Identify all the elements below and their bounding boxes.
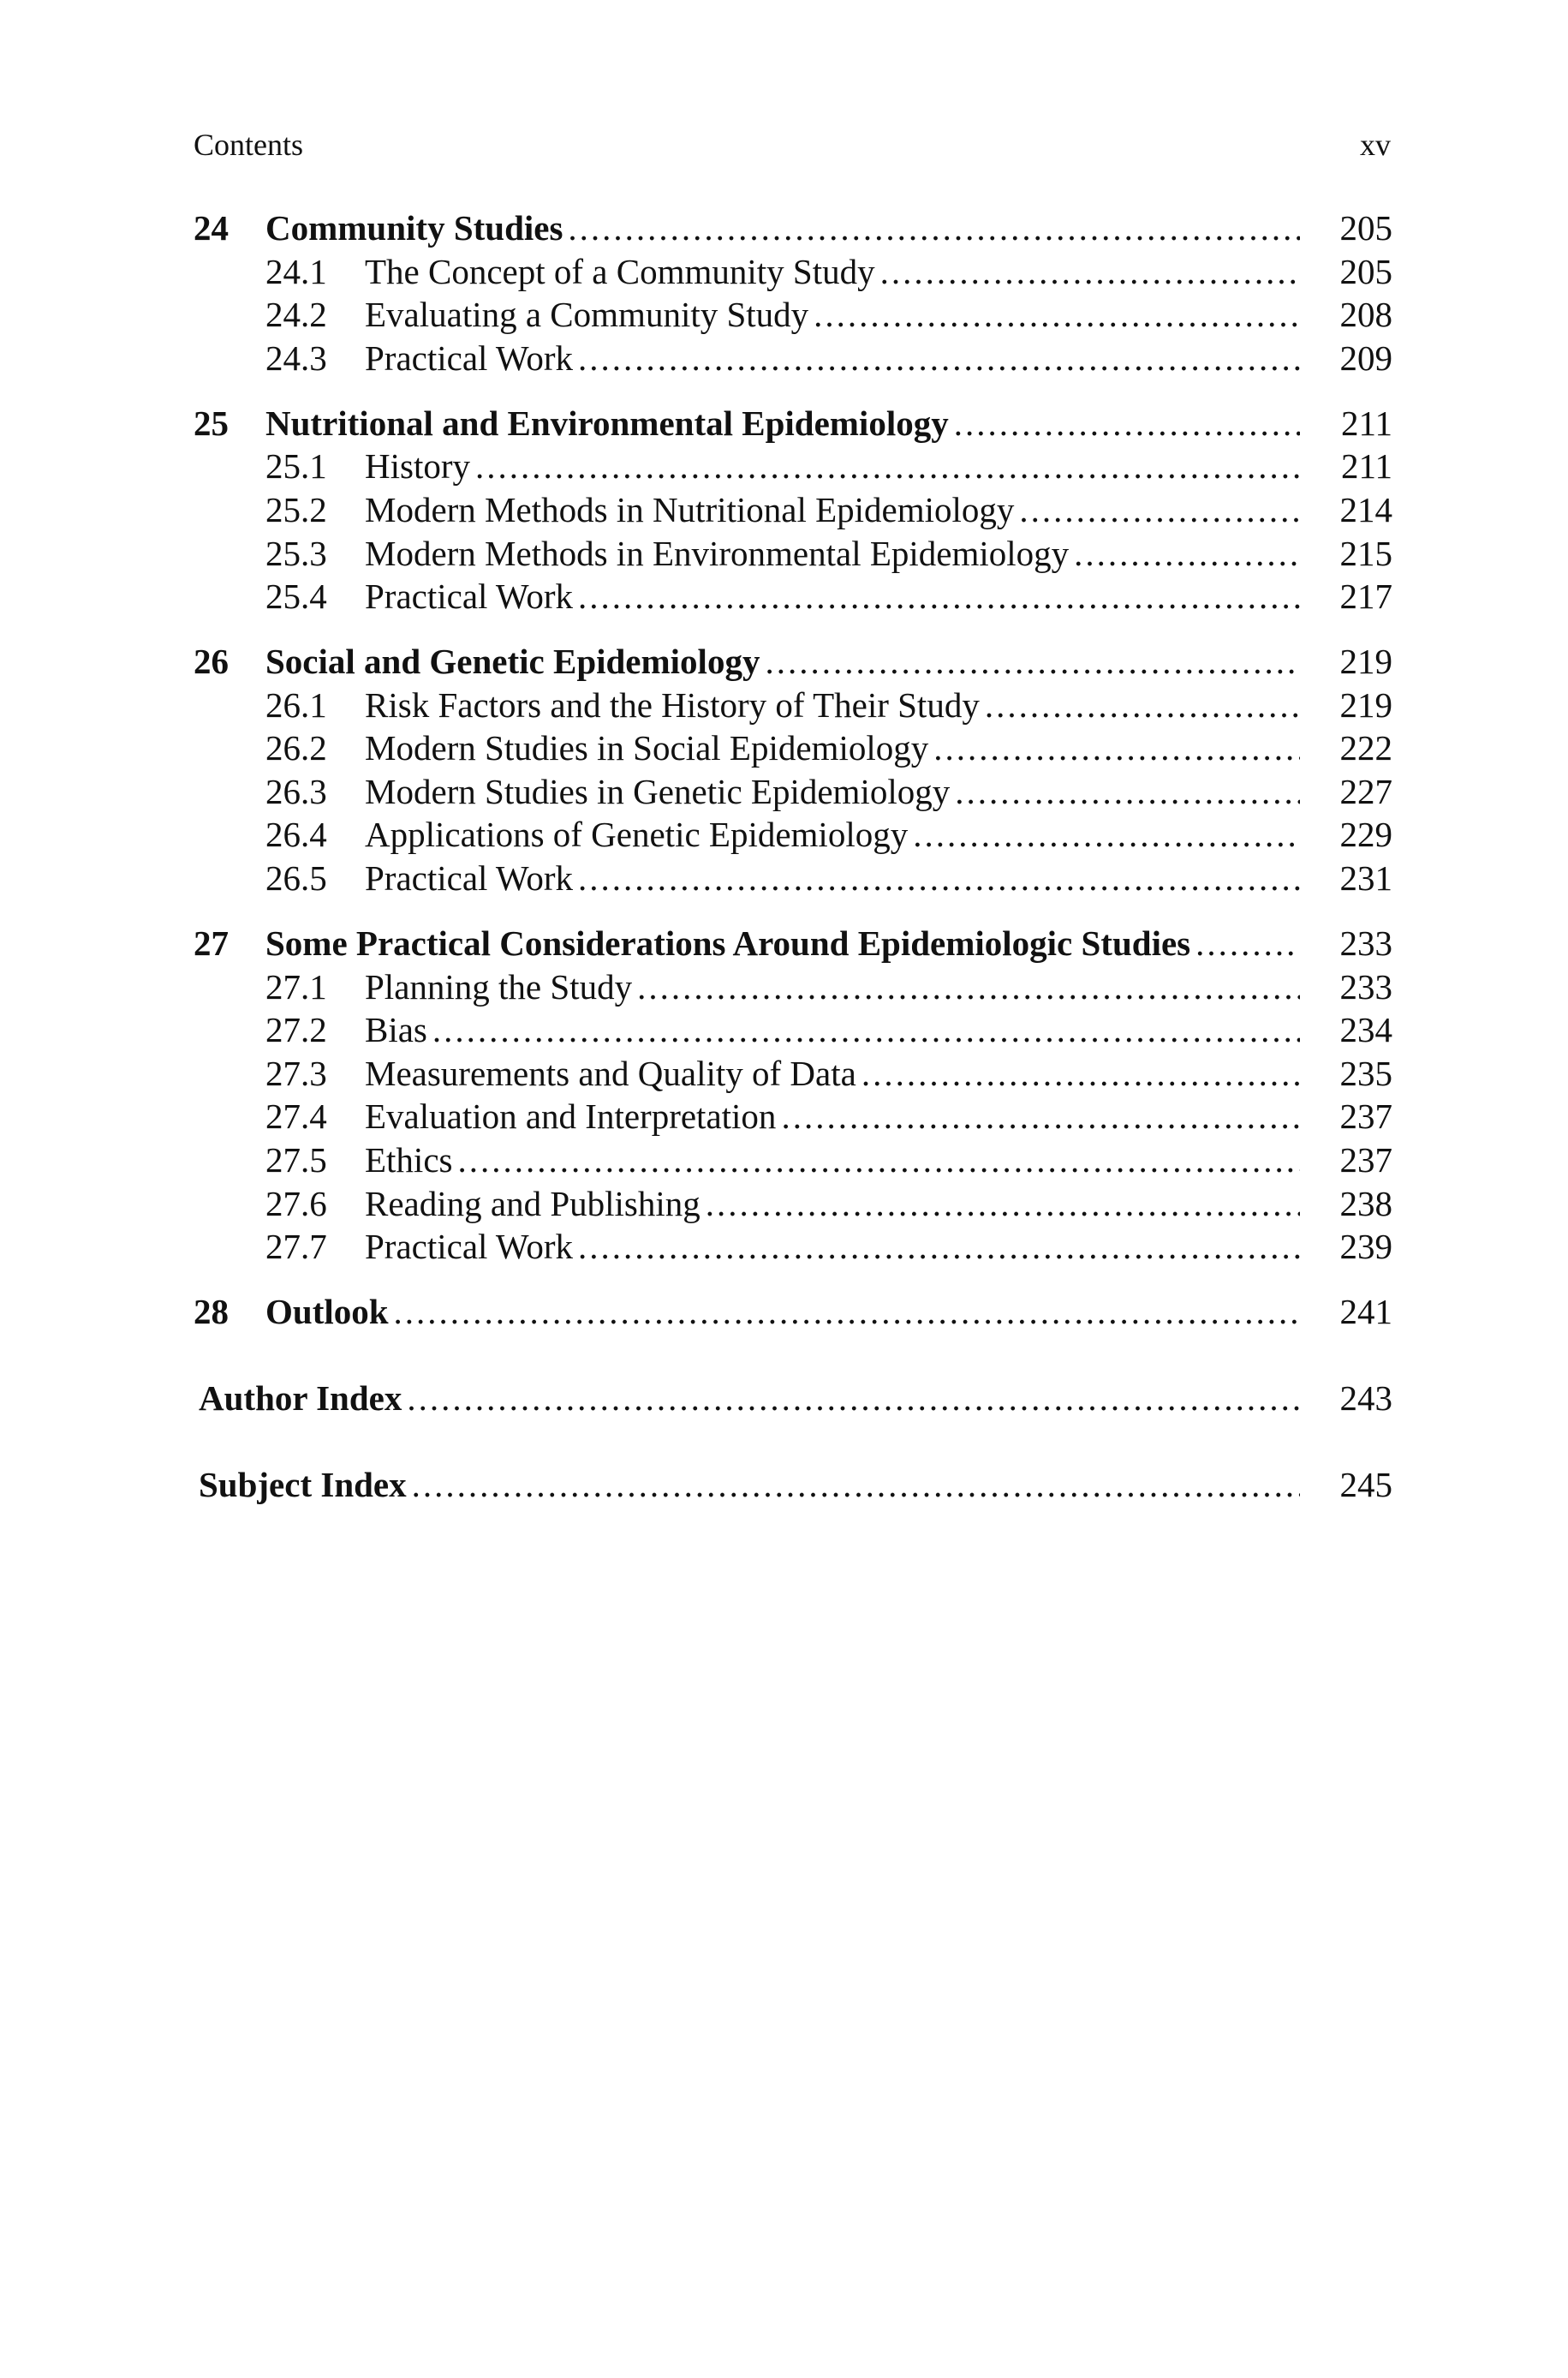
toc-entry-title: Measurements and Quality of Data [365, 1053, 856, 1093]
toc-entry-number: 26.5 [265, 858, 327, 898]
dot-leader [706, 1181, 1300, 1226]
toc-entry-number: 25.3 [265, 533, 327, 573]
toc-entry-title: Ethics [365, 1139, 453, 1180]
toc-entry-number: 27.3 [265, 1053, 327, 1093]
toc-entry-page-number: 219 [1339, 684, 1392, 725]
toc-entry-page-number: 233 [1339, 966, 1392, 1007]
toc-entry-number: 26.1 [265, 684, 327, 725]
dot-leader [568, 206, 1300, 250]
toc-entry-number: 26.4 [265, 815, 327, 855]
dot-leader [913, 812, 1300, 857]
toc-entry-leader-line [365, 812, 1300, 857]
toc-entry-number: 24 [194, 208, 229, 248]
dot-leader [933, 726, 1300, 770]
dot-leader [880, 249, 1300, 294]
toc-entry-page-number: 227 [1339, 771, 1392, 811]
toc-entry-page-number: 238 [1339, 1183, 1392, 1223]
dot-leader [985, 683, 1300, 727]
toc-entry-title: Outlook [265, 1292, 389, 1331]
toc-entry-number: 24.2 [265, 295, 327, 335]
toc-entry-page-number: 214 [1339, 489, 1392, 529]
toc-entry-title: The Concept of a Community Study [365, 251, 875, 291]
toc-entry-page-number: 245 [1339, 1465, 1392, 1505]
dot-leader [1195, 921, 1300, 965]
toc-entry-leader-line [365, 856, 1300, 900]
dot-leader [432, 1007, 1300, 1052]
toc-entry-leader-line [365, 487, 1300, 532]
toc-entry-number: 25.2 [265, 489, 327, 529]
toc-entry-number: 26.2 [265, 728, 327, 768]
dot-leader [407, 1376, 1300, 1420]
toc-entry-leader-line [265, 639, 1300, 684]
dot-leader [578, 336, 1300, 380]
toc-section-entry [194, 292, 1392, 337]
dot-leader [781, 1094, 1300, 1138]
toc-entry-number: 27.4 [265, 1096, 327, 1137]
toc-section-entry [194, 336, 1392, 380]
dot-leader [394, 1289, 1300, 1334]
toc-chapter-entry [194, 639, 1392, 684]
toc-entry-page-number: 234 [1339, 1010, 1392, 1050]
dot-leader [862, 1051, 1300, 1096]
toc-entry-leader-line [365, 292, 1300, 337]
toc-entry-title: Community Studies [265, 208, 563, 248]
toc-chapter-entry [194, 206, 1392, 250]
running-head [194, 123, 1391, 166]
toc-entry-number: 26.3 [265, 771, 327, 811]
toc-entry-number: 25.4 [265, 577, 327, 617]
toc-section-entry [194, 531, 1392, 576]
toc-section-entry [194, 249, 1392, 294]
toc-entry-leader-line [365, 336, 1300, 380]
toc-entry-leader-line [365, 1094, 1300, 1138]
toc-entry-number: 27.1 [265, 966, 327, 1007]
toc-entry-page-number: 217 [1339, 577, 1392, 617]
toc-entry-title: Modern Studies in Social Epidemiology [365, 728, 929, 768]
toc-entry-page-number: 231 [1339, 858, 1392, 898]
toc-entry-page-number: 241 [1339, 1292, 1392, 1331]
toc-entry-leader-line [199, 1376, 1300, 1420]
toc-entry-title: Some Practical Considerations Around Epidemiologic Studies [265, 923, 1191, 963]
toc-entry-title: Reading and Publishing [365, 1183, 701, 1223]
toc-entry-title: Practical Work [365, 338, 573, 378]
toc-entry-page-number: 219 [1339, 642, 1392, 681]
toc-entry-title: Modern Methods in Nutritional Epidemiology [365, 489, 1015, 529]
dot-leader [412, 1462, 1300, 1507]
toc-entry-title: Author Index [199, 1378, 402, 1419]
toc-entry-title: Modern Methods in Environmental Epidemiology [365, 533, 1070, 573]
toc-entry-leader-line [365, 726, 1300, 770]
toc-section-entry [194, 769, 1392, 814]
running-head-title: Contents [194, 128, 304, 162]
toc-entry-title: Planning the Study [365, 966, 633, 1007]
toc-entry-leader-line [265, 401, 1300, 445]
dot-leader [814, 292, 1300, 337]
toc-entry-title: Subject Index [199, 1465, 407, 1505]
toc-entry-page-number: 222 [1339, 728, 1392, 768]
toc-entry-number: 24.1 [265, 251, 327, 291]
toc-entry-title: Practical Work [365, 1227, 573, 1267]
toc-entry-page-number: 215 [1339, 533, 1392, 573]
toc-entry-leader-line [365, 1181, 1300, 1226]
toc-entry-page-number: 237 [1339, 1139, 1392, 1180]
toc-entry-number: 27 [194, 923, 229, 963]
toc-entry-leader-line [365, 1007, 1300, 1052]
toc-chapter-entry [194, 1289, 1392, 1334]
dot-leader [765, 639, 1300, 684]
toc-section-entry [194, 1138, 1392, 1182]
toc-section-entry [194, 487, 1392, 532]
toc-entry-page-number: 205 [1339, 208, 1392, 248]
toc-entry-title: Evaluating a Community Study [365, 295, 809, 335]
toc-entry-page-number: 209 [1339, 338, 1392, 378]
toc-entry-number: 27.7 [265, 1227, 327, 1267]
toc-entry-title: Social and Genetic Epidemiology [265, 642, 760, 681]
toc-entry-number: 27.5 [265, 1139, 327, 1180]
toc-index-entry [194, 1376, 1392, 1420]
dot-leader [955, 769, 1300, 814]
toc-entry-number: 24.3 [265, 338, 327, 378]
toc-section-entry [194, 683, 1392, 727]
toc-section-entry [194, 574, 1392, 618]
toc-entry-page-number: 205 [1339, 251, 1392, 291]
dot-leader [1074, 531, 1300, 576]
toc-entry-leader-line [365, 683, 1300, 727]
toc-section-entry [194, 965, 1392, 1009]
toc-entry-page-number: 235 [1339, 1053, 1392, 1093]
toc-entry-number: 27.2 [265, 1010, 327, 1050]
dot-leader [475, 444, 1300, 488]
toc-entry-title: Evaluation and Interpretation [365, 1096, 777, 1137]
dot-leader [954, 401, 1300, 445]
dot-leader [637, 965, 1300, 1009]
toc-entry-leader-line [365, 1138, 1300, 1182]
toc-entry-leader-line [365, 1051, 1300, 1096]
toc-index-entry [194, 1462, 1392, 1507]
toc-entry-page-number: 229 [1339, 815, 1392, 855]
toc-entry-number: 25.1 [265, 446, 327, 487]
toc-entry-title: History [365, 446, 470, 487]
toc-entry-page-number: 239 [1339, 1227, 1392, 1267]
toc-entry-leader-line [265, 1289, 1300, 1334]
toc-section-entry [194, 812, 1392, 857]
toc-entry-leader-line [365, 531, 1300, 576]
toc-section-entry [194, 1094, 1392, 1138]
dot-leader [1019, 487, 1300, 532]
toc-entry-title: Risk Factors and the History of Their Study [365, 684, 980, 725]
toc-entry-title: Practical Work [365, 858, 573, 898]
toc-section-entry [194, 1224, 1392, 1269]
running-head-page-number: xv [1360, 128, 1391, 162]
toc-section-entry [194, 1181, 1392, 1226]
toc-entry-leader-line [265, 206, 1300, 250]
toc-section-entry [194, 856, 1392, 900]
toc-chapter-entry [194, 401, 1392, 445]
toc-entry-title: Bias [365, 1010, 427, 1050]
dot-leader [457, 1138, 1300, 1182]
toc-entry-page-number: 233 [1339, 923, 1392, 963]
toc-entry-page-number: 211 [1341, 446, 1392, 487]
toc-entry-leader-line [365, 769, 1300, 814]
dot-leader [578, 574, 1300, 618]
toc-entry-title: Applications of Genetic Epidemiology [365, 815, 909, 855]
toc-entry-leader-line [365, 574, 1300, 618]
dot-leader [578, 856, 1300, 900]
toc-entry-leader-line [365, 444, 1300, 488]
toc-entry-leader-line [365, 1224, 1300, 1269]
toc-section-entry [194, 726, 1392, 770]
toc-entry-page-number: 237 [1339, 1096, 1392, 1137]
toc-entry-page-number: 243 [1339, 1378, 1392, 1419]
toc-entry-title: Nutritional and Environmental Epidemiology [265, 403, 949, 443]
toc-section-entry [194, 1051, 1392, 1096]
toc-chapter-entry [194, 921, 1392, 965]
toc-entry-number: 27.6 [265, 1183, 327, 1223]
toc-entry-leader-line [365, 249, 1300, 294]
toc-entry-page-number: 211 [1341, 403, 1392, 443]
toc-entry-leader-line [199, 1462, 1300, 1507]
toc-section-entry [194, 444, 1392, 488]
toc-section-entry [194, 1007, 1392, 1052]
toc-entry-leader-line [365, 965, 1300, 1009]
toc-entry-title: Practical Work [365, 577, 573, 617]
dot-leader [578, 1224, 1300, 1269]
toc-entry-leader-line [265, 921, 1300, 965]
toc-entry-page-number: 208 [1339, 295, 1392, 335]
toc-entry-title: Modern Studies in Genetic Epidemiology [365, 771, 951, 811]
toc-entry-number: 25 [194, 403, 229, 443]
toc-entry-number: 28 [194, 1292, 229, 1331]
toc-entry-number: 26 [194, 642, 229, 681]
